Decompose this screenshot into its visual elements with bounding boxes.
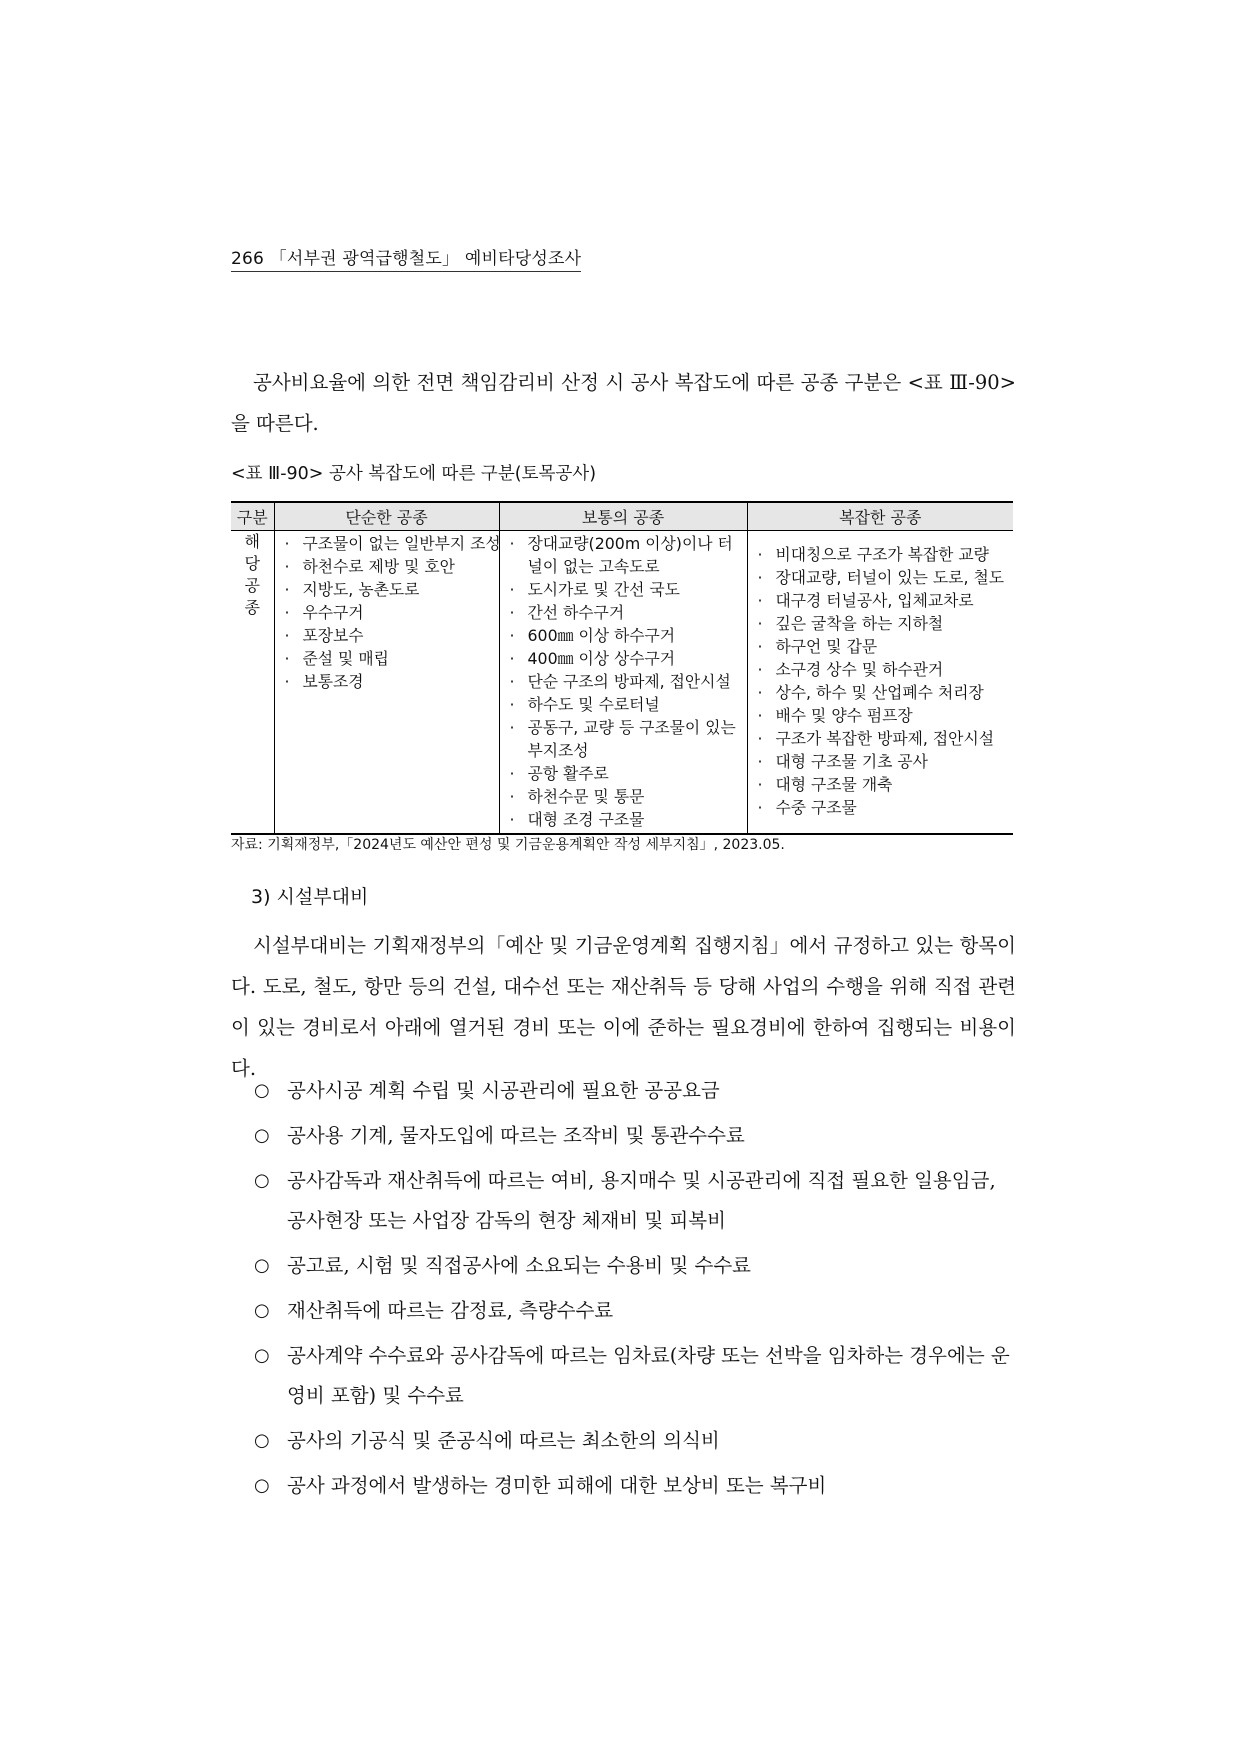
list-item: · 구조물이 없는 일반부지 조성 <box>277 532 497 555</box>
circle-bullet-icon: ○ <box>254 1125 270 1146</box>
row-label-char: 공 <box>244 576 260 595</box>
circle-bullet-icon: ○ <box>254 1080 270 1101</box>
list-item <box>254 1116 1016 1156</box>
row-label-char: 종 <box>244 598 260 617</box>
list-item: · 깊은 굴착을 하는 지하철 <box>750 612 1012 635</box>
normal-cell <box>499 531 747 835</box>
list-item: · 공동구, 교량 등 구조물이 있는 부지조성 <box>502 716 745 762</box>
row-label-char: 해 <box>244 532 260 551</box>
circle-bullet-icon: ○ <box>254 1170 270 1191</box>
list-item: · 600㎜ 이상 하수구거 <box>502 624 745 647</box>
header-simple: 단순한 공종 <box>274 502 499 531</box>
list-item: · 대구경 터널공사, 입체교차로 <box>750 589 1012 612</box>
intro-paragraph: 공사비요율에 의한 전면 책임감리비 산정 시 공사 복잡도에 따른 공종 구분은 <표 Ⅲ-90>을 따른다. <box>231 371 1016 435</box>
circle-bullet-icon: ○ <box>254 1345 270 1366</box>
header-normal: 보통의 공종 <box>499 502 747 531</box>
list-item: · 단순 구조의 방파제, 접안시설 <box>502 670 745 693</box>
list-item <box>254 1161 1016 1241</box>
list-item: · 장대교량(200m 이상)이나 터널이 없는 고속도로 <box>502 532 745 578</box>
list-item: · 대형 구조물 기초 공사 <box>750 750 1012 773</box>
header-category: 구분 <box>231 502 274 531</box>
list-item: · 대형 조경 구조물 <box>502 808 745 831</box>
circle-bullet-icon: ○ <box>254 1475 270 1496</box>
list-item: · 대형 구조물 개축 <box>750 773 1012 796</box>
header-complex: 복잡한 공종 <box>747 502 1013 531</box>
list-item: · 공항 활주로 <box>502 762 745 785</box>
list-item <box>254 1071 1016 1111</box>
list-item <box>254 1246 1016 1286</box>
list-item-text: 공사용 기계, 물자도입에 따르는 조작비 및 통관수수료 <box>287 1124 745 1147</box>
table-row <box>231 531 1013 835</box>
list-item: · 도시가로 및 간선 국도 <box>502 578 745 601</box>
list-item <box>254 1421 1016 1461</box>
complex-list <box>750 543 1012 819</box>
table-source: 자료: 기획재정부,「2024년도 예산안 편성 및 기금운용계획안 작성 세부지침」, 2023.05. <box>231 837 785 853</box>
section-paragraph: 시설부대비는 기획재정부의「예산 및 기금운영계획 집행지침」에서 규정하고 있는 항목이다. 도로, 철도, 항만 등의 건설, 대수선 또는 재산취득 등 당해 사업의 수행을 위해 직접 관련이 있는 경비로서 아래에 열거된 경비 또는 이에 준하는 필요경비에 한하여 집행되는 비용이다. <box>231 934 1016 1080</box>
list-item: · 준설 및 매립 <box>277 647 497 670</box>
list-item-text: 재산취득에 따르는 감정료, 측량수수료 <box>287 1299 614 1322</box>
list-item: · 하구언 및 갑문 <box>750 635 1012 658</box>
list-item: · 400㎜ 이상 상수구거 <box>502 647 745 670</box>
list-item: · 비대칭으로 구조가 복잡한 교량 <box>750 543 1012 566</box>
page-header: 266 「서부권 광역급행철도」 예비타당성조사 <box>231 249 581 272</box>
row-label <box>231 531 274 835</box>
circle-bullet-icon: ○ <box>254 1430 270 1451</box>
list-item-text: 공사시공 계획 수립 및 시공관리에 필요한 공공요금 <box>287 1079 720 1102</box>
list-item <box>254 1336 1016 1416</box>
list-item-text: 공사의 기공식 및 준공식에 따르는 최소한의 의식비 <box>287 1429 720 1452</box>
list-item: · 하천수문 및 통문 <box>502 785 745 808</box>
section-heading: 3) 시설부대비 <box>251 886 369 908</box>
list-item: · 보통조경 <box>277 670 497 693</box>
list-item-text: 공사계약 수수료와 공사감독에 따르는 임차료(차량 또는 선박을 임차하는 경우에는 운영비 포함) 및 수수료 <box>287 1344 1010 1407</box>
normal-list <box>502 532 745 831</box>
list-item-text: 공고료, 시험 및 직접공사에 소요되는 수용비 및 수수료 <box>287 1254 752 1277</box>
list-item: · 상수, 하수 및 산업폐수 처리장 <box>750 681 1012 704</box>
list-item <box>254 1466 1016 1506</box>
list-item: · 장대교량, 터널이 있는 도로, 철도 <box>750 566 1012 589</box>
list-item: · 포장보수 <box>277 624 497 647</box>
list-item: · 구조가 복잡한 방파제, 접안시설 <box>750 727 1012 750</box>
simple-cell <box>274 531 499 835</box>
list-item: · 우수구거 <box>277 601 497 624</box>
complexity-table <box>231 501 1013 835</box>
list-item <box>254 1291 1016 1331</box>
row-label-char: 당 <box>244 554 260 573</box>
circle-bullet-icon: ○ <box>254 1300 270 1321</box>
complex-cell <box>747 531 1013 835</box>
list-item: · 소구경 상수 및 하수관거 <box>750 658 1012 681</box>
list-item: · 간선 하수구거 <box>502 601 745 624</box>
list-item: · 지방도, 농촌도로 <box>277 578 497 601</box>
list-item-text: 공사 과정에서 발생하는 경미한 피해에 대한 보상비 또는 복구비 <box>287 1474 827 1497</box>
list-item-text: 공사감독과 재산취득에 따르는 여비, 용지매수 및 시공관리에 직접 필요한 일용임금, 공사현장 또는 사업장 감독의 현장 체재비 및 피복비 <box>287 1169 996 1232</box>
table-caption: <표 Ⅲ-90> 공사 복잡도에 따른 구분(토목공사) <box>231 464 597 484</box>
table-header-row <box>231 502 1013 531</box>
expense-list <box>254 1071 1016 1511</box>
list-item: · 하천수로 제방 및 호안 <box>277 555 497 578</box>
list-item: · 하수도 및 수로터널 <box>502 693 745 716</box>
simple-list <box>277 532 501 693</box>
circle-bullet-icon: ○ <box>254 1255 270 1276</box>
list-item: · 수중 구조물 <box>750 796 1012 819</box>
list-item: · 배수 및 양수 펌프장 <box>750 704 1012 727</box>
